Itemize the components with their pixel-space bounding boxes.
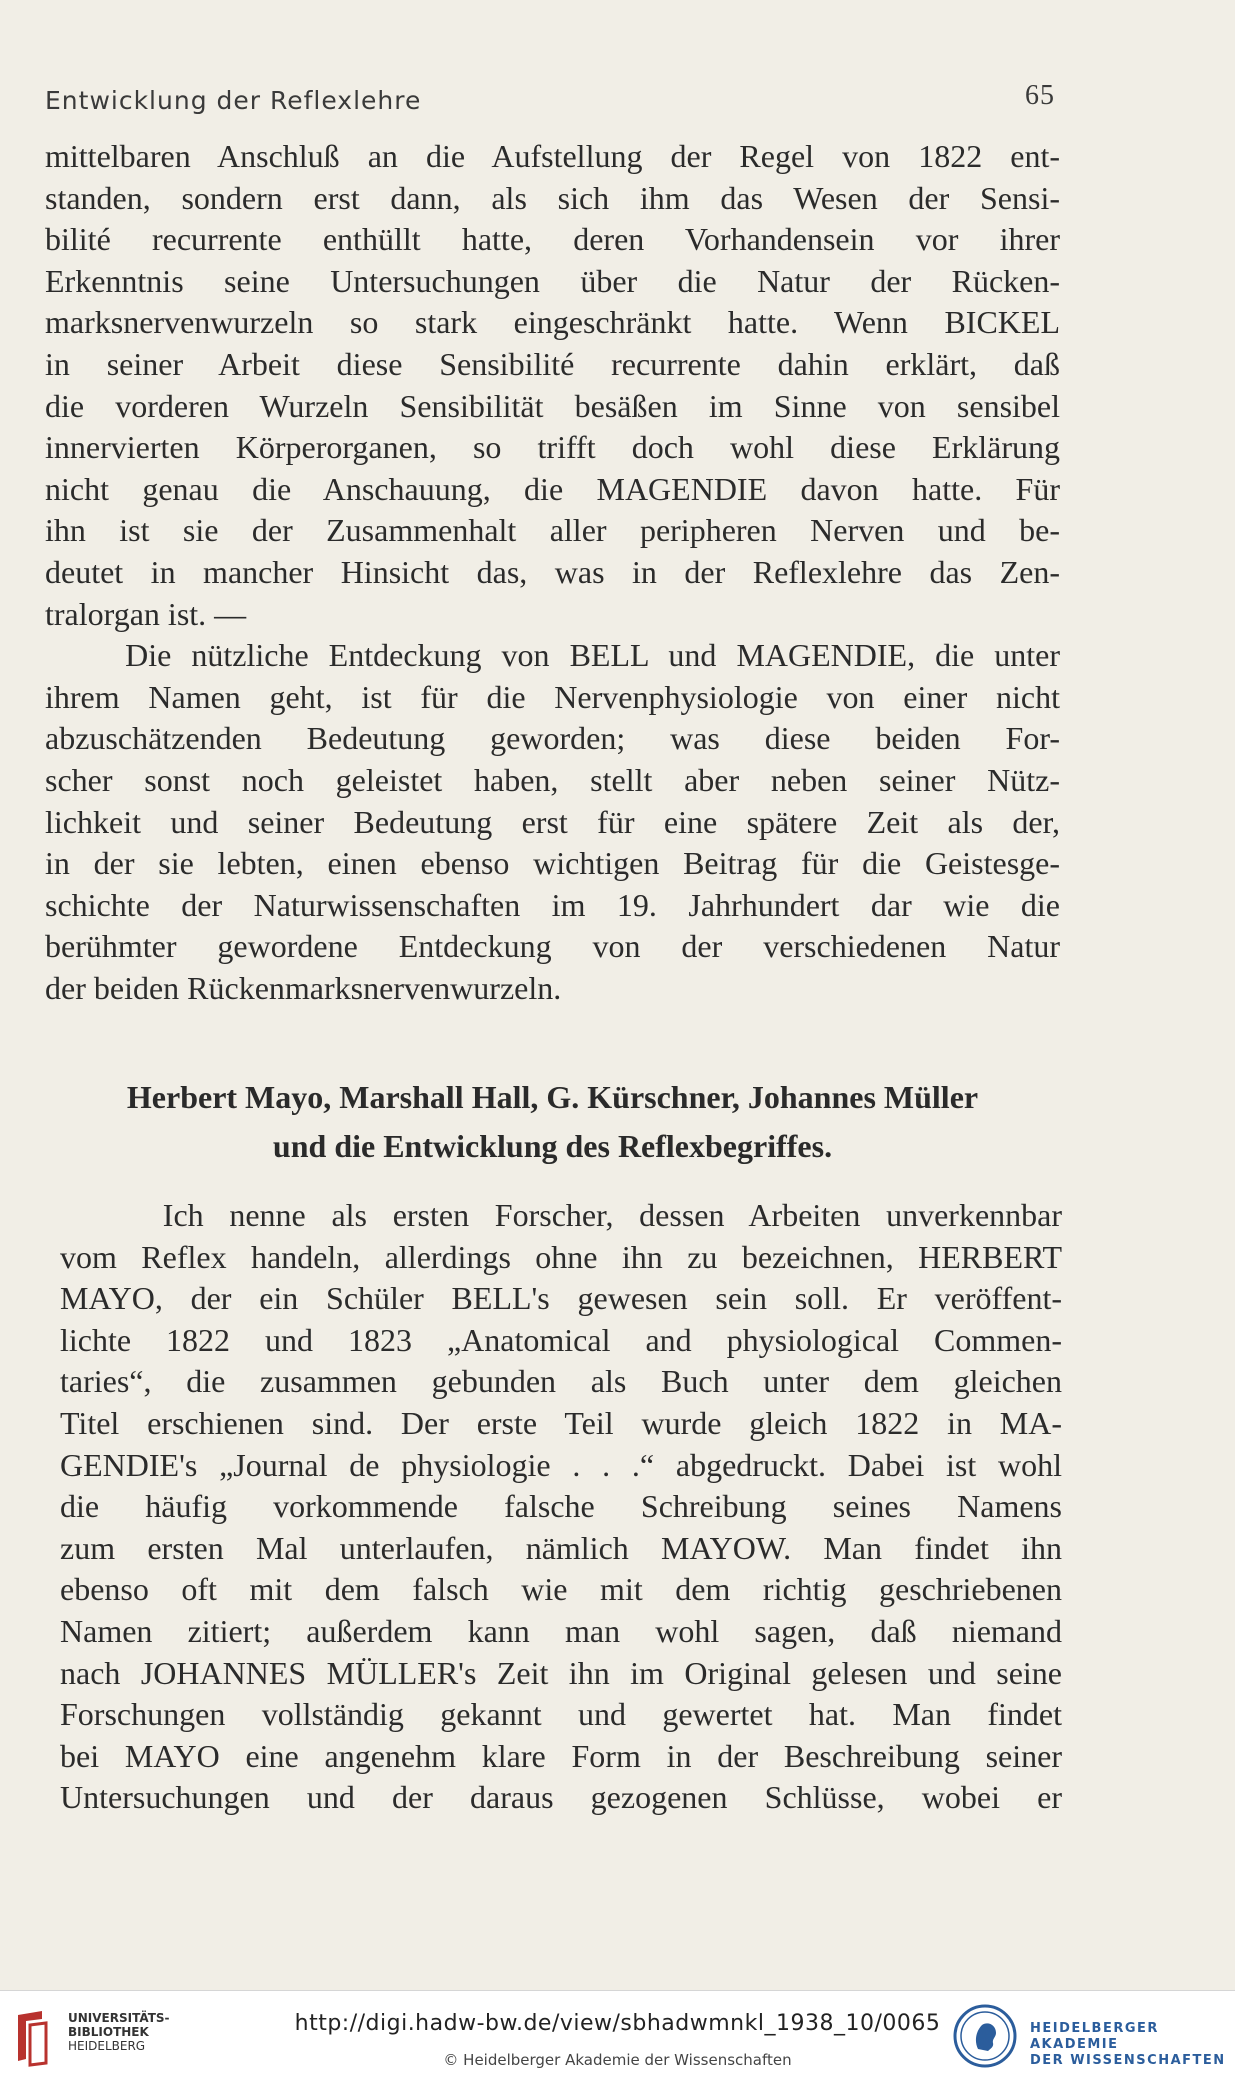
- copyright-notice: © Heidelberger Akademie der Wissenschaften: [443, 2051, 792, 2069]
- text-line: innervierten Körperorganen, so trifft doch wohl diese Erklärung: [45, 429, 1060, 466]
- section-heading: [45, 1073, 1060, 1171]
- library-name: UNIVERSITÄTS- BIBLIOTHEK HEIDELBERG: [68, 2011, 170, 2053]
- text-line: berühmter gewordene Entdeckung von der verschiedenen Natur: [45, 928, 1060, 965]
- text-line: MAYO, der ein Schüler BELL's gewesen sein soll. Er veröffent-: [60, 1280, 1062, 1317]
- text-line: Namen zitiert; außerdem kann man wohl sagen, daß niemand: [60, 1612, 1062, 1649]
- permalink-url[interactable]: http://digi.hadw-bw.de/view/sbhadwmnkl_1938_10/0065: [294, 2011, 941, 2036]
- section-heading-line-1: Herbert Mayo, Marshall Hall, G. Kürschner, Johannes Müller: [126, 1079, 979, 1115]
- text-line: bilité recurrente enthüllt hatte, deren Vorhandensein vor ihrer: [45, 221, 1060, 258]
- text-line: taries“, die zusammen gebunden als Buch unter dem gleichen: [60, 1363, 1062, 1400]
- text-line: bei MAYO eine angenehm klare Form in der Beschreibung seiner: [60, 1737, 1062, 1774]
- text-line: lichte 1822 und 1823 „Anatomical and physiological Commen-: [60, 1321, 1062, 1358]
- text-line: die häufig vorkommende falsche Schreibung seines Namens: [60, 1488, 1062, 1525]
- viewer-footer: [0, 1990, 1235, 2083]
- text-line: mittelbaren Anschluß an die Aufstellung der Regel von 1822 ent-: [45, 138, 1060, 174]
- academy-name: HEIDELBERGER AKADEMIE DER WISSENSCHAFTEN: [1030, 2021, 1226, 2068]
- academy-seal-icon: [952, 2003, 1018, 2069]
- text-line: tralorgan ist. —: [45, 595, 247, 632]
- paragraph-continued: [45, 136, 1060, 1009]
- text-line: in seiner Arbeit diese Sensibilité recurrente dahin erklärt, daß: [45, 345, 1060, 382]
- text-line: Titel erschienen sind. Der erste Teil wurde gleich 1822 in MA-: [60, 1404, 1062, 1441]
- text-line: der beiden Rückenmarksnervenwurzeln.: [45, 969, 562, 1006]
- page-number: 65: [1025, 80, 1055, 111]
- text-line: ihn ist sie der Zusammenhalt aller peripheren Nerven und be-: [45, 512, 1060, 549]
- running-title: Entwicklung der Reflexlehre: [45, 86, 422, 115]
- section-heading-line-2: und die Entwicklung des Reflexbegriffes.: [272, 1128, 833, 1164]
- text-line: Erkenntnis seine Untersuchungen über die Natur der Rücken-: [45, 262, 1060, 299]
- text-line: nicht genau die Anschauung, die MAGENDIE davon hatte. Für: [45, 470, 1060, 507]
- text-line: ihrem Namen geht, ist für die Nervenphysiologie von einer nicht: [45, 678, 1060, 715]
- text-line: deutet in mancher Hinsicht das, was in der Reflexlehre das Zen-: [45, 553, 1060, 590]
- running-head: [45, 80, 1055, 115]
- text-line: die vorderen Wurzeln Sensibilität besäßen im Sinne von sensibel: [45, 387, 1060, 424]
- text-line: nach JOHANNES MÜLLER's Zeit ihn im Original gelesen und seine: [60, 1654, 1062, 1691]
- text-line: marksnervenwurzeln so stark eingeschränkt hatte. Wenn BICKEL: [45, 304, 1060, 341]
- text-line: GENDIE's „Journal de physiologie . . .“ abgedruckt. Dabei ist wohl: [60, 1446, 1062, 1483]
- paragraph-section: [60, 1195, 1062, 1819]
- text-line: standen, sondern erst dann, als sich ihm das Wesen der Sensi-: [45, 179, 1060, 216]
- text-line: in der sie lebten, einen ebenso wichtigen Beitrag für die Geistesge-: [45, 845, 1060, 882]
- text-line: ebenso oft mit dem falsch wie mit dem richtig geschriebenen: [60, 1571, 1062, 1608]
- text-line: lichkeit und seiner Bedeutung erst für eine spätere Zeit als der,: [45, 803, 1060, 840]
- text-line: Die nützliche Entdeckung von BELL und MAGENDIE, die unter: [45, 637, 1060, 674]
- text-line: abzuschätzenden Bedeutung geworden; was diese beiden For-: [45, 720, 1060, 757]
- text-line: vom Reflex handeln, allerdings ohne ihn zu bezeichnen, HERBERT: [60, 1238, 1062, 1275]
- text-line: schichte der Naturwissenschaften im 19. Jahrhundert dar wie die: [45, 886, 1060, 923]
- text-line: scher sonst noch geleistet haben, stellt aber neben seiner Nütz-: [45, 761, 1060, 798]
- text-line: Untersuchungen und der daraus gezogenen Schlüsse, wobei er: [60, 1779, 1062, 1816]
- text-line: Ich nenne als ersten Forscher, dessen Arbeiten unverkennbar: [60, 1197, 1062, 1233]
- text-line: Forschungen vollständig gekannt und gewertet hat. Man findet: [60, 1696, 1062, 1733]
- text-line: zum ersten Mal unterlaufen, nämlich MAYOW. Man findet ihn: [60, 1529, 1062, 1566]
